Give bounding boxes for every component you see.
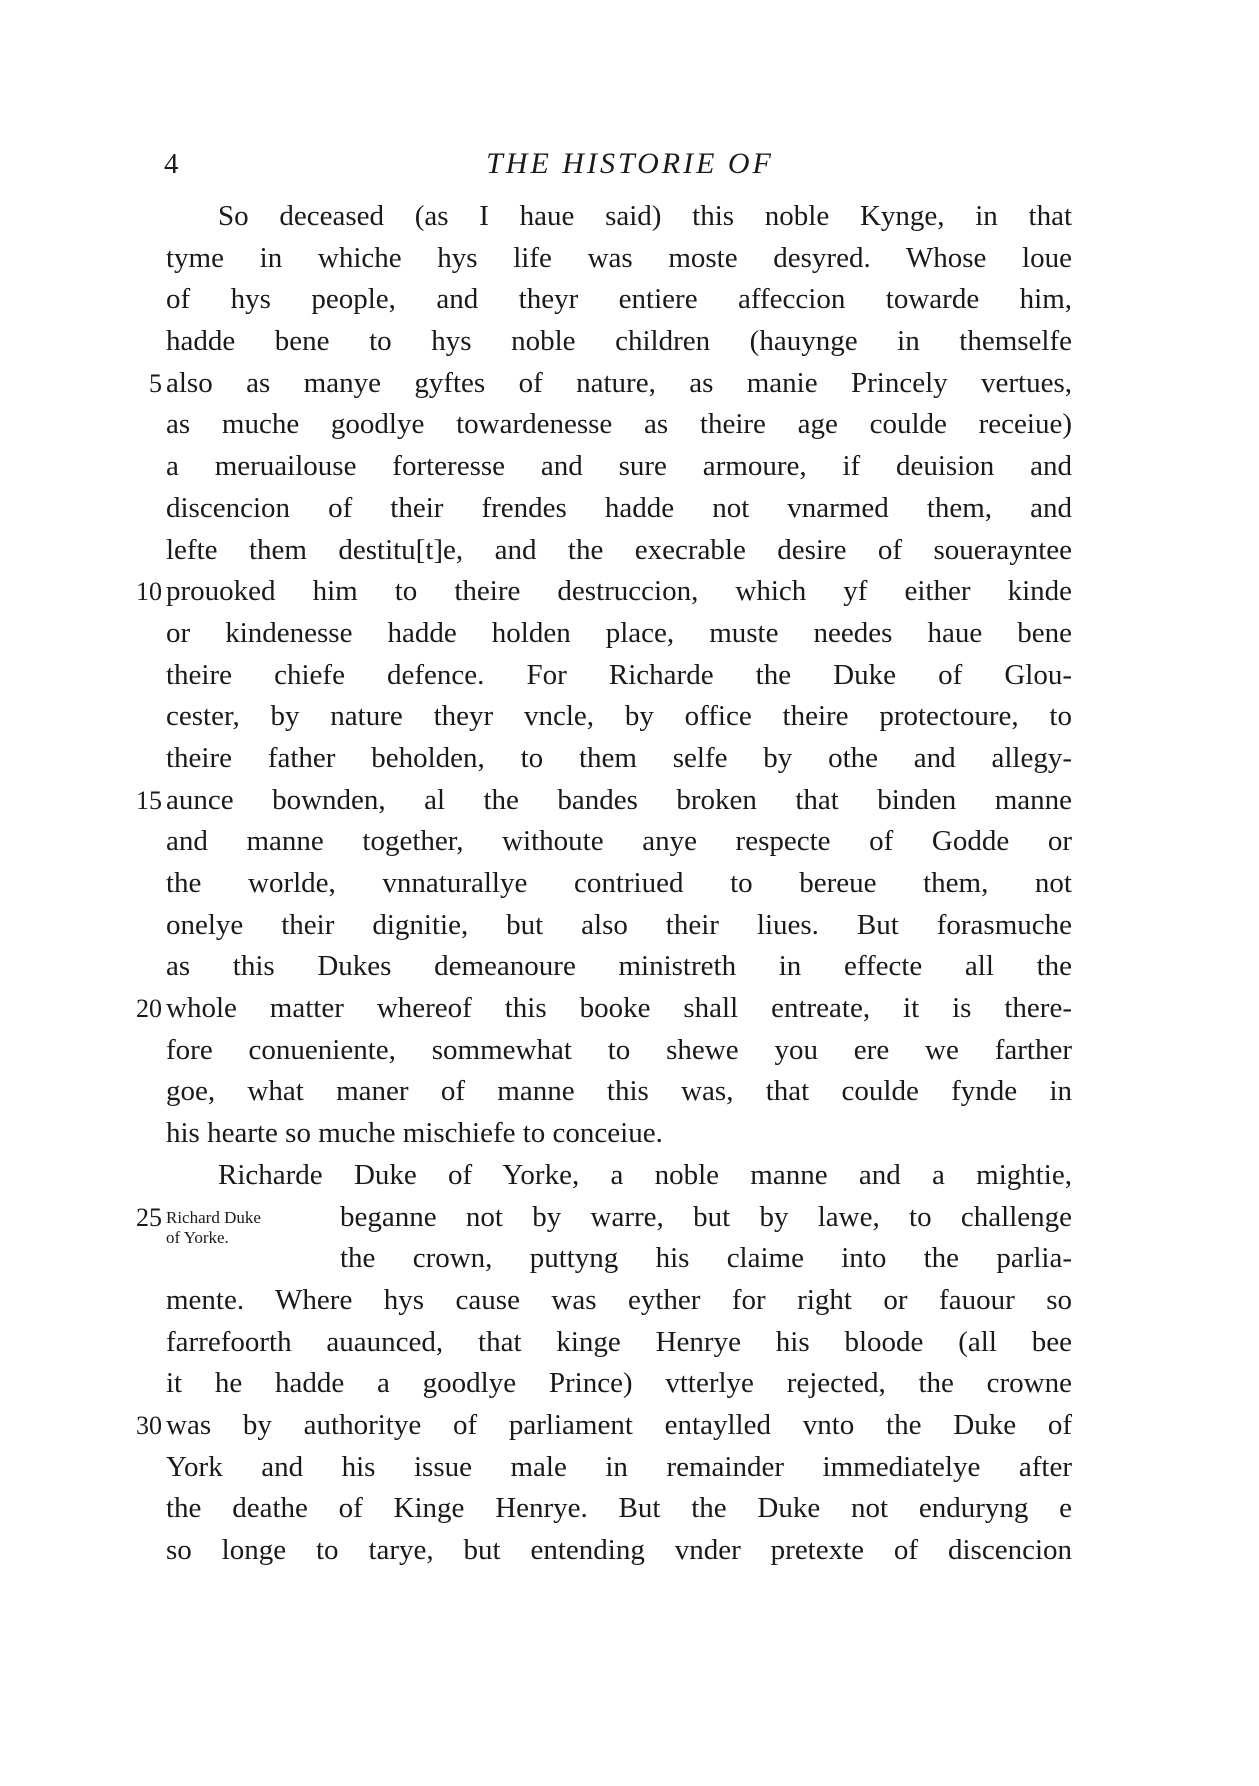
- line-text: was by authoritye of parliament entaylled vnto the Duke of: [166, 1408, 1072, 1441]
- line-text: onelye their dignitie, but also their liues. But forasmuche: [166, 908, 1072, 941]
- text-line: [0, 1447, 1259, 1489]
- line-text: So deceased (as I haue said) this noble Kynge, in that: [218, 200, 1072, 232]
- line-text: the crown, puttyng his claime into the parlia-: [340, 1242, 1072, 1275]
- text-line: [0, 738, 1259, 780]
- line-text: Richarde Duke of Yorke, a noble manne and a mightie,: [218, 1158, 1072, 1191]
- line-text: discencion of their frendes hadde not vnarmed them, and: [166, 491, 1072, 524]
- line-text: theire chiefe defence. For Richarde the Duke of Glou-: [166, 658, 1072, 691]
- line-text: as muche goodlye towardenesse as theire age coulde receiue): [166, 408, 1072, 441]
- line-number: 25: [136, 1202, 162, 1232]
- line-text: beganne not by warre, but by lawe, to challenge: [340, 1200, 1072, 1233]
- line-text: whole matter whereof this booke shall entreate, it is there-: [166, 992, 1072, 1025]
- text-line: [0, 613, 1259, 655]
- page-number: 4: [164, 148, 179, 180]
- text-line: [0, 1030, 1259, 1072]
- text-line: [0, 530, 1259, 572]
- line-text: the worlde, vnnaturallye contriued to bereue them, not: [166, 867, 1072, 899]
- side-note-line: of Yorke.: [166, 1227, 229, 1247]
- line-text: mente. Where hys cause was eyther for right or fauour so: [166, 1283, 1072, 1316]
- line-number: 30: [136, 1410, 162, 1440]
- text-line: [0, 404, 1259, 446]
- text-line: [0, 238, 1259, 280]
- line-text: the deathe of Kinge Henrye. But the Duke not enduryng e: [166, 1492, 1072, 1525]
- text-line: [0, 321, 1259, 363]
- text-line: [0, 1530, 1259, 1572]
- text-line: [0, 1488, 1259, 1530]
- text-line: [0, 279, 1259, 321]
- body-text: [0, 196, 1259, 1572]
- line-text: also as manye gyftes of nature, as manie Princely vertues,: [166, 366, 1072, 399]
- text-line: [0, 905, 1259, 947]
- line-text: so longe to tarye, but entending vnder pretexte of discencion: [166, 1534, 1072, 1566]
- line-text: of hys people, and theyr entiere affeccion towarde him,: [166, 283, 1072, 316]
- text-line: [0, 196, 1259, 238]
- line-text: a meruailouse forteresse and sure armoure, if deuision and: [166, 450, 1072, 483]
- line-number: 10: [136, 577, 162, 607]
- text-line: [0, 655, 1259, 697]
- page-header: [0, 144, 1259, 184]
- line-text: goe, what maner of manne this was, that coulde fynde in: [166, 1075, 1072, 1108]
- line-text: his hearte so muche mischiefe to conceiue.: [166, 1117, 663, 1150]
- line-text: and manne together, withoute anye respecte of Godde or: [166, 825, 1072, 858]
- line-text: tyme in whiche hys life was moste desyred. Whose loue: [166, 241, 1072, 274]
- text-line: [0, 571, 1259, 613]
- text-line: [0, 1197, 1259, 1247]
- side-note-line: Richard Duke: [166, 1207, 261, 1227]
- line-number: 5: [149, 368, 162, 398]
- line-text: York and his issue male in remainder immediatelye after: [166, 1450, 1072, 1483]
- text-line: [0, 488, 1259, 530]
- text-line: [0, 446, 1259, 488]
- text-line: [0, 863, 1259, 905]
- line-text: or kindenesse hadde holden place, muste needes haue bene: [166, 616, 1072, 649]
- text-line: [0, 1280, 1259, 1322]
- line-text: lefte them destitu[t]e, and the execrable desire of souerayntee: [166, 533, 1072, 566]
- line-text: hadde bene to hys noble children (hauynge in themselfe: [166, 325, 1072, 358]
- text-line: [0, 946, 1259, 988]
- line-text: it he hadde a goodlye Prince) vtterlye rejected, the crowne: [166, 1367, 1072, 1400]
- running-title: THE HISTORIE OF: [486, 147, 774, 180]
- line-number: 15: [136, 785, 162, 815]
- text-line: [0, 1238, 1259, 1280]
- line-text: farrefoorth auaunced, that kinge Henrye his bloode (all bee: [166, 1325, 1072, 1358]
- text-line: [0, 821, 1259, 863]
- line-text: cester, by nature theyr vncle, by office theire protectoure, to: [166, 700, 1072, 733]
- text-line: [0, 780, 1259, 822]
- text-line: [0, 988, 1259, 1030]
- line-number: 20: [136, 994, 162, 1024]
- text-line: [0, 696, 1259, 738]
- text-line: [0, 363, 1259, 405]
- text-line: [0, 1155, 1259, 1197]
- line-text: as this Dukes demeanoure ministreth in effecte all the: [166, 950, 1072, 983]
- text-line: [0, 1363, 1259, 1405]
- text-line: [0, 1071, 1259, 1113]
- line-text: aunce bownden, al the bandes broken that binden manne: [166, 783, 1072, 816]
- line-text: fore conueniente, sommewhat to shewe you ere we farther: [166, 1033, 1072, 1066]
- line-text: prouoked him to theire destruccion, which yf either kinde: [166, 575, 1072, 608]
- text-line: [0, 1113, 1259, 1155]
- line-text: theire father beholden, to them selfe by othe and allegy-: [166, 741, 1072, 774]
- text-line: [0, 1405, 1259, 1447]
- text-line: [0, 1322, 1259, 1364]
